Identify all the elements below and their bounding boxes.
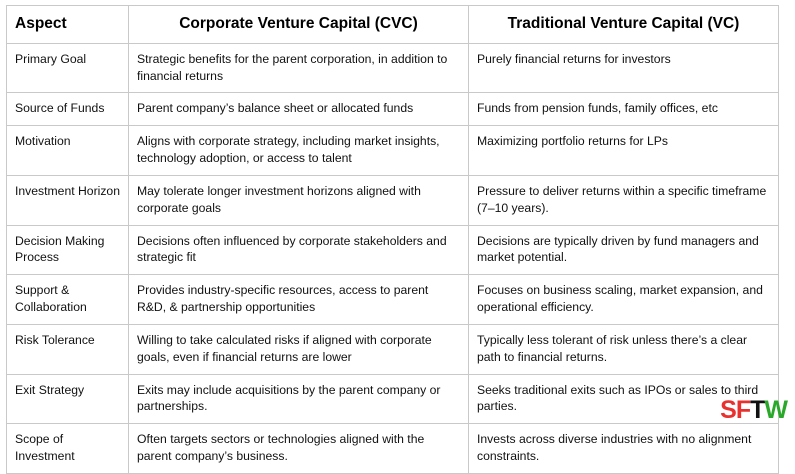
table-row xyxy=(7,424,779,474)
cell-cvc: Aligns with corporate strategy, including market insights, technology adoption, or access to talent xyxy=(129,126,469,176)
table-body xyxy=(7,43,779,473)
table-header-row xyxy=(7,6,779,44)
cell-cvc: Exits may include acquisitions by the parent company or partnerships. xyxy=(129,374,469,424)
table-row xyxy=(7,324,779,374)
table-row xyxy=(7,374,779,424)
cell-aspect: Risk Tolerance xyxy=(7,324,129,374)
cell-aspect: Decision Making Process xyxy=(7,225,129,275)
cell-aspect: Primary Goal xyxy=(7,43,129,93)
cell-vc: Typically less tolerant of risk unless there’s a clear path to financial returns. xyxy=(469,324,779,374)
cell-vc: Seeks traditional exits such as IPOs or sales to third parties. xyxy=(469,374,779,424)
cell-aspect: Support & Collaboration xyxy=(7,275,129,325)
cell-aspect: Exit Strategy xyxy=(7,374,129,424)
cell-vc: Purely financial returns for investors xyxy=(469,43,779,93)
column-header-vc: Traditional Venture Capital (VC) xyxy=(469,6,779,44)
comparison-table xyxy=(6,5,779,474)
column-header-cvc: Corporate Venture Capital (CVC) xyxy=(129,6,469,44)
cell-vc: Funds from pension funds, family offices, etc xyxy=(469,93,779,126)
cell-aspect: Motivation xyxy=(7,126,129,176)
cell-cvc: Often targets sectors or technologies aligned with the parent company’s business. xyxy=(129,424,469,474)
column-header-aspect: Aspect xyxy=(7,6,129,44)
sftw-logo xyxy=(720,398,787,423)
logo-part-sf: SF xyxy=(720,396,751,424)
cell-cvc: May tolerate longer investment horizons aligned with corporate goals xyxy=(129,175,469,225)
table-row xyxy=(7,175,779,225)
logo-part-t: T xyxy=(750,396,765,424)
cell-vc: Invests across diverse industries with no alignment constraints. xyxy=(469,424,779,474)
cell-vc: Maximizing portfolio returns for LPs xyxy=(469,126,779,176)
table-row xyxy=(7,43,779,93)
cell-cvc: Strategic benefits for the parent corporation, in addition to financial returns xyxy=(129,43,469,93)
cell-cvc: Willing to take calculated risks if aligned with corporate goals, even if financial returns are lower xyxy=(129,324,469,374)
cell-aspect: Investment Horizon xyxy=(7,175,129,225)
table-row xyxy=(7,225,779,275)
cell-vc: Decisions are typically driven by fund managers and market potential. xyxy=(469,225,779,275)
cell-vc: Focuses on business scaling, market expansion, and operational efficiency. xyxy=(469,275,779,325)
table-header xyxy=(7,6,779,44)
table-row xyxy=(7,126,779,176)
cell-vc: Pressure to deliver returns within a specific timeframe (7–10 years). xyxy=(469,175,779,225)
table-row xyxy=(7,275,779,325)
table-row xyxy=(7,93,779,126)
cell-cvc: Provides industry-specific resources, access to parent R&D, & partnership opportunities xyxy=(129,275,469,325)
cell-aspect: Source of Funds xyxy=(7,93,129,126)
cell-aspect: Scope of Investment xyxy=(7,424,129,474)
cell-cvc: Decisions often influenced by corporate stakeholders and strategic fit xyxy=(129,225,469,275)
cell-cvc: Parent company’s balance sheet or allocated funds xyxy=(129,93,469,126)
logo-part-w: W xyxy=(764,396,787,424)
